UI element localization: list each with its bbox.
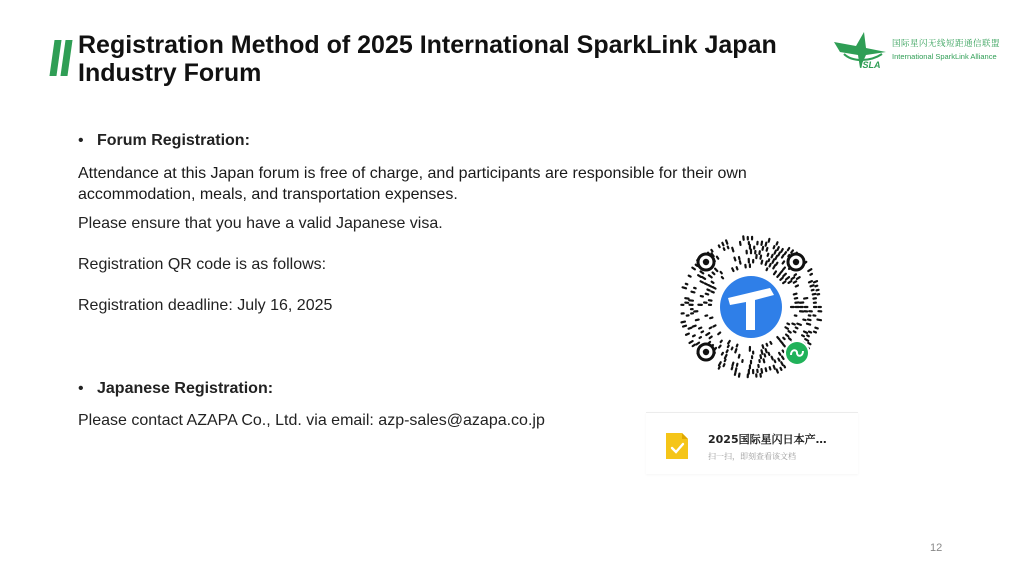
- visa-note: Please ensure that you have a valid Japanese visa.: [78, 215, 443, 232]
- registration-deadline: Registration deadline: July 16, 2025: [78, 297, 333, 314]
- logo-mark-text: iSLA: [860, 60, 881, 70]
- isla-star-icon: [830, 28, 890, 72]
- page-number: 12: [930, 542, 943, 554]
- page-title: Registration Method of 2025 International SparkLink Japan Industry Forum: [78, 31, 777, 87]
- document-check-icon: [664, 431, 690, 461]
- forum-registration-paragraph: Attendance at this Japan forum is free of charge, and participants are responsible for their own accommodation, meals, and transportation expenses.: [78, 165, 747, 203]
- document-card-title: 2025国际星闪日本产…: [708, 433, 827, 446]
- registration-qr-code[interactable]: [676, 232, 826, 382]
- japanese-registration-heading: • Japanese Registration:: [78, 380, 273, 398]
- title-marker: [50, 40, 72, 76]
- qr-note: Registration QR code is as follows:: [78, 256, 327, 273]
- document-card[interactable]: [646, 412, 858, 474]
- logo-name-en: International SparkLink Alliance: [892, 52, 997, 61]
- forum-registration-heading: • Forum Registration:: [78, 132, 250, 150]
- document-card-subtitle: 扫一扫，即刻查看该文档: [708, 452, 796, 461]
- logo-name-cn: 国际星闪无线短距通信联盟: [892, 39, 1001, 49]
- isla-logo: [830, 28, 1005, 72]
- japanese-registration-contact[interactable]: Please contact AZAPA Co., Ltd. via email: azp-sales@azapa.co.jp: [78, 412, 545, 429]
